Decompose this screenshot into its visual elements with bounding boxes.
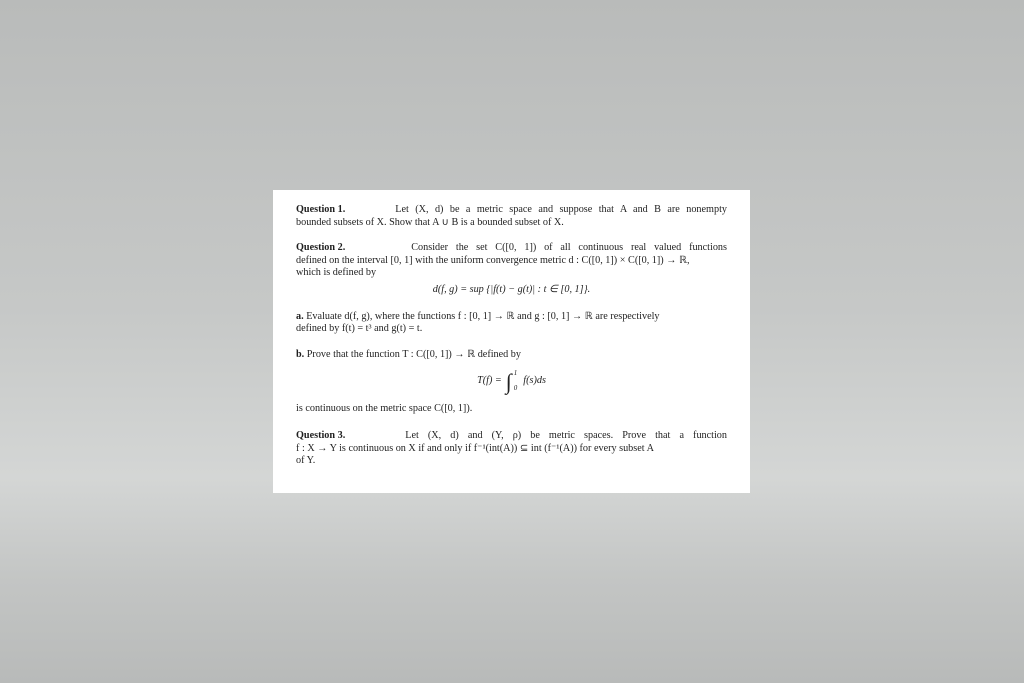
document-page [273, 190, 750, 493]
question-3-text-line-2: f : X → Y is continuous on X if and only if f⁻¹(int(A)) ⊆ int (f⁻¹(A)) for every subset A [296, 442, 654, 454]
question-2-text-line-2: defined on the interval [0, 1] with the uniform convergence metric d : C([0, 1]) × C([0, 1]) → ℝ, [296, 254, 690, 266]
part-b-label: b. [296, 348, 305, 360]
part-a-text-line-2: defined by f(t) = t³ and g(t) = t. [296, 323, 423, 335]
question-3-first-line: Let (X, d) and (Y, ρ) be metric spaces. Prove that a function [405, 429, 727, 441]
question-2-first-line: Consider the set C([0, 1]) of all continuous real valued functions [411, 242, 727, 254]
part-b-text: Prove that the function T : C([0, 1]) → ℝ defined by [306, 348, 521, 360]
integral-upper-limit: 1 [513, 369, 518, 378]
part-b-conclusion: is continuous on the metric space C([0, 1]). [296, 403, 473, 415]
question-2-text-line-3: which is defined by [296, 267, 377, 279]
part-a-label: a. [296, 310, 304, 322]
integral-lower-limit: 0 [513, 384, 518, 393]
integral-formula [296, 369, 727, 393]
sup-metric-formula: d(f, g) = sup {|f(t) − g(t)| : t ∈ [0, 1]}. [432, 283, 591, 295]
question-1-label: Question 1. [296, 204, 346, 215]
question-1 [296, 204, 727, 229]
question-2 [296, 242, 727, 416]
question-3-label: Question 3. [296, 429, 346, 441]
part-a-text: Evaluate d(f, g), where the functions f : [0, 1] → ℝ and g : [0, 1] → ℝ are respectively [306, 310, 660, 322]
part-b [296, 349, 727, 362]
question-3 [296, 430, 727, 468]
part-a [296, 311, 727, 324]
integral-rhs: f(s)ds [523, 375, 546, 387]
integral-sign: ∫ [505, 369, 512, 395]
question-2-label: Question 2. [296, 242, 346, 254]
question-3-text-line-3: of Y. [296, 455, 316, 467]
integral-lhs: T(f) = [477, 375, 502, 387]
question-1-first-line: Let (X, d) be a metric space and suppose that A and B are nonempty [395, 204, 727, 215]
question-1-text: bounded subsets of X. Show that A ∪ B is a bounded subset of X. [296, 216, 564, 228]
integral-limits [514, 369, 518, 393]
